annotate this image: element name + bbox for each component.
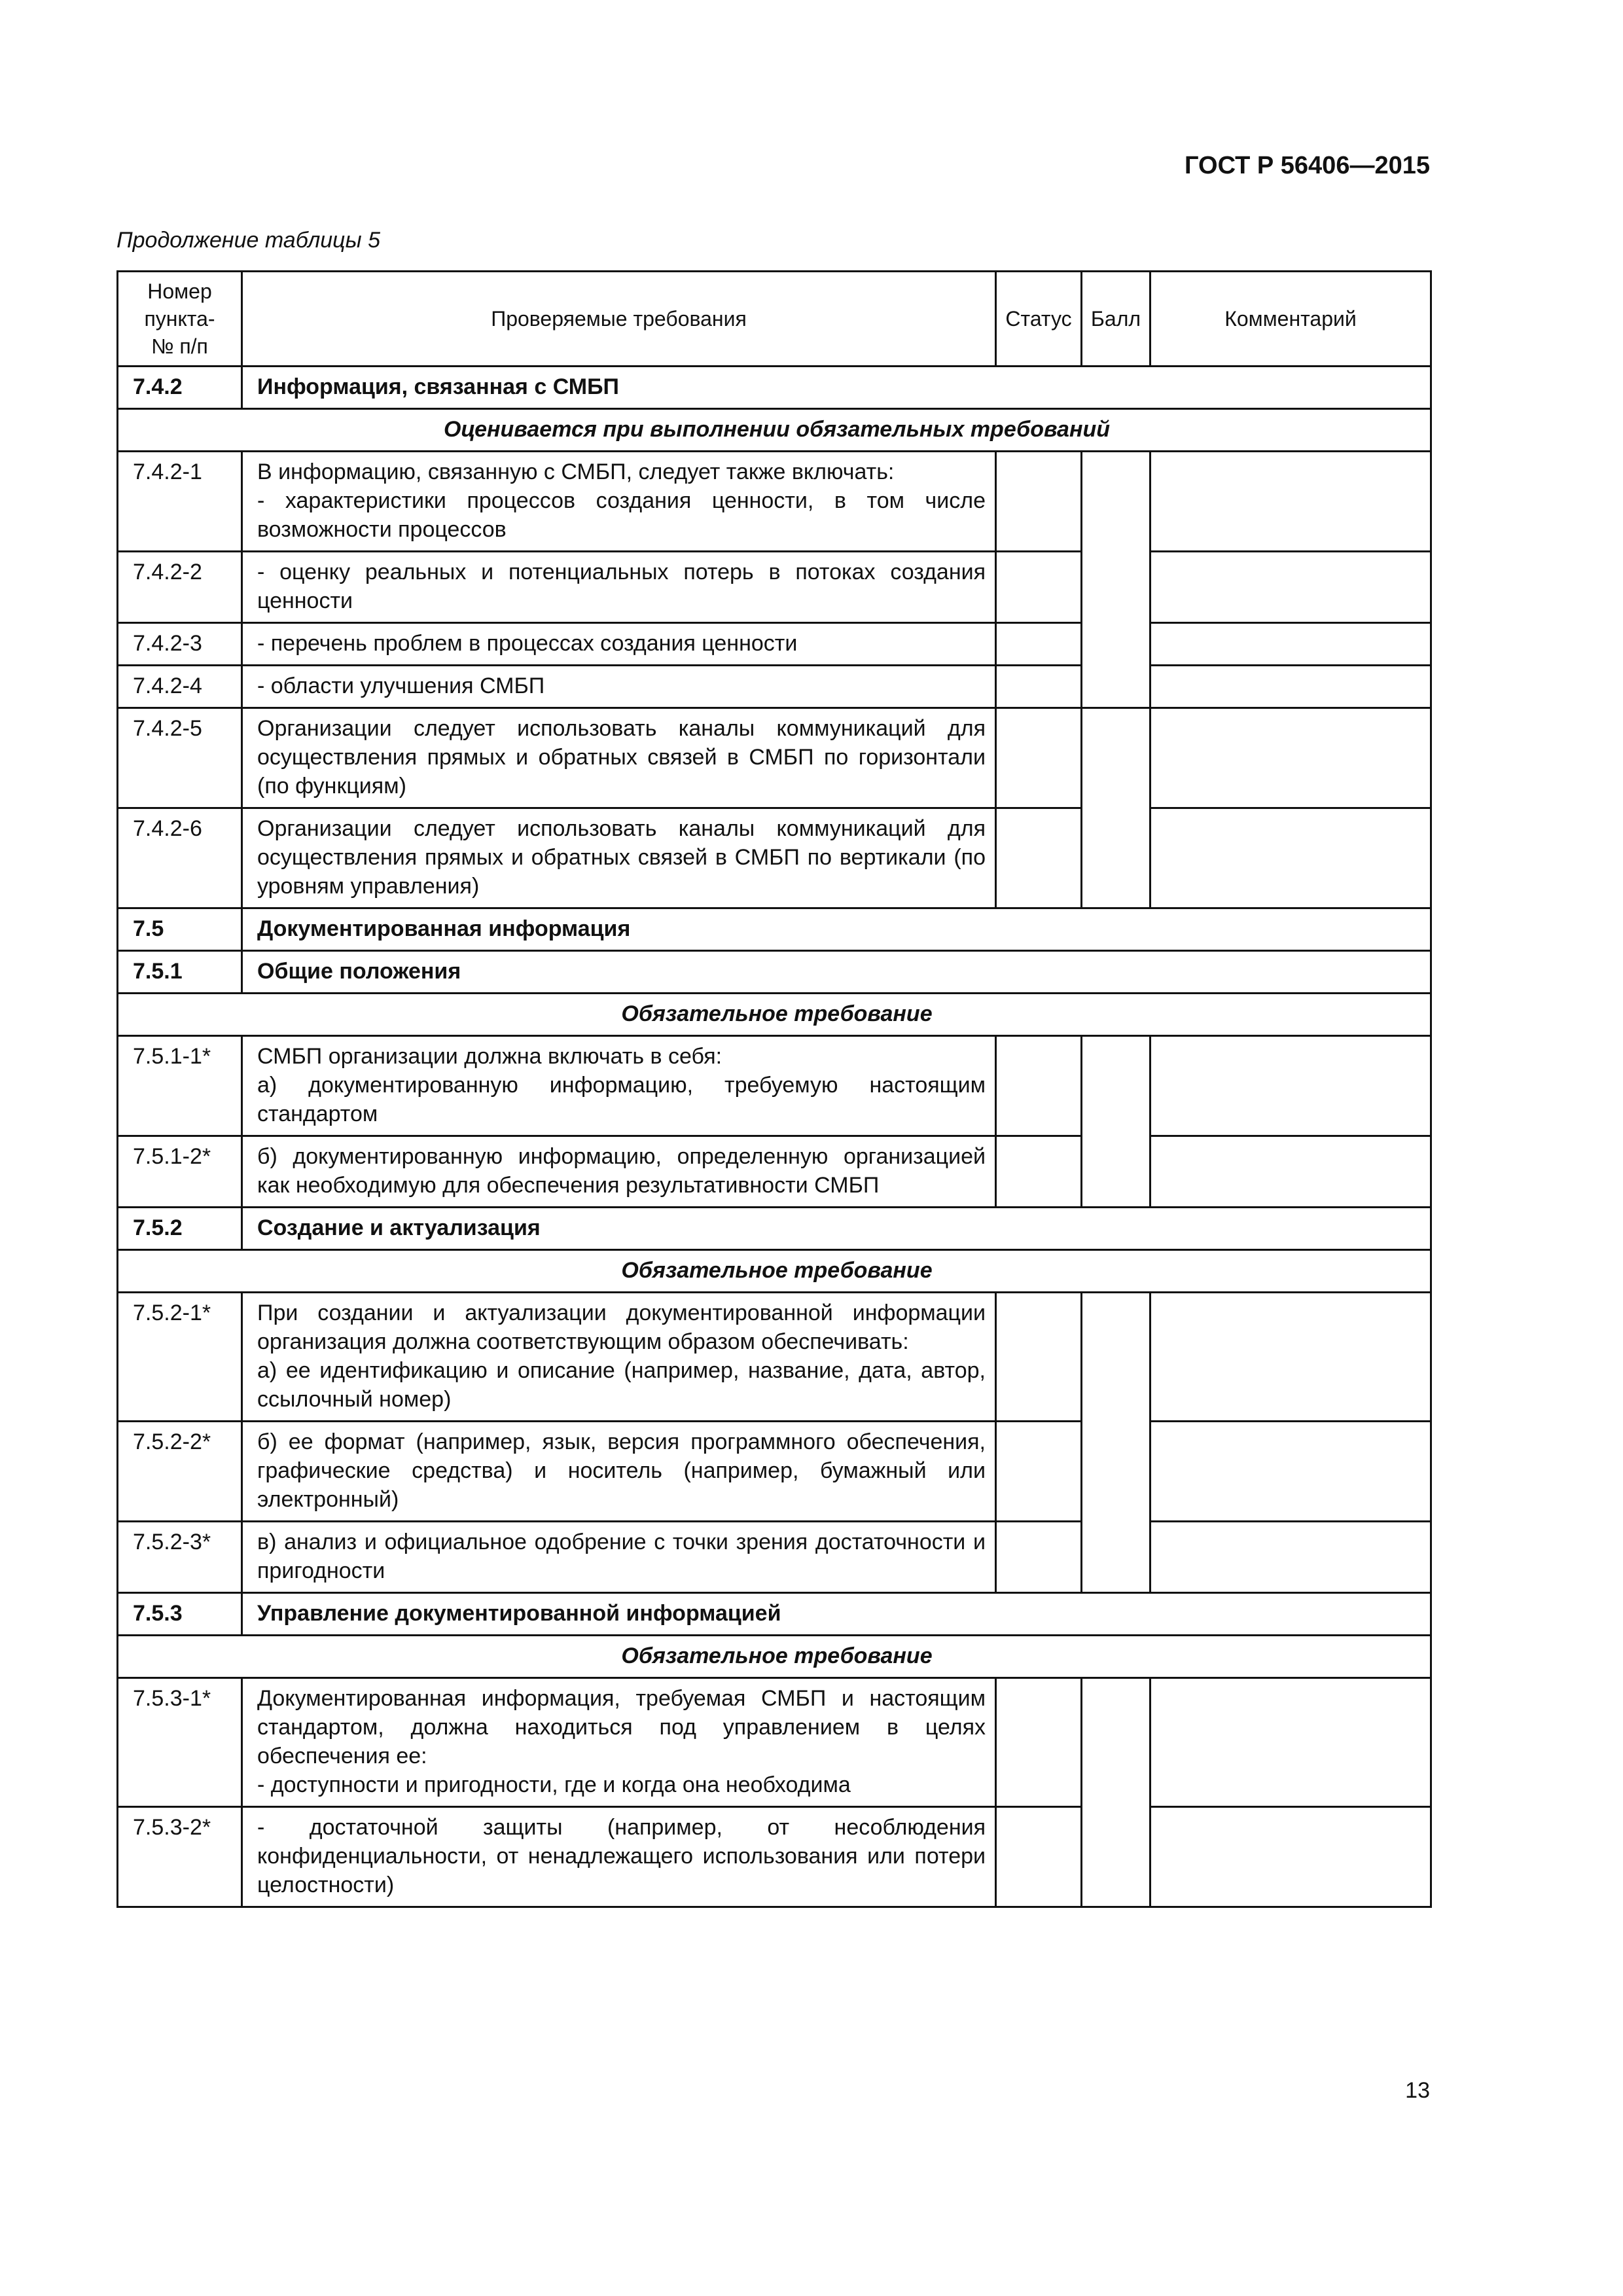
table-caption: Продолжение таблицы 5: [116, 228, 380, 253]
item-number: 7.5.3-1*: [118, 1678, 242, 1807]
item-text: б) документированную информацию, определенную организацией как необходимую для обеспечения результативности СМБП: [242, 1136, 996, 1208]
table-row: [118, 1422, 1431, 1522]
comment-cell[interactable]: [1150, 708, 1431, 808]
table-row: [118, 1036, 1431, 1136]
status-cell[interactable]: [996, 666, 1082, 708]
score-cell[interactable]: [1082, 1678, 1150, 1907]
table-row: [118, 808, 1431, 908]
column-header-requirements: Проверяемые требования: [242, 272, 996, 367]
status-cell[interactable]: [996, 623, 1082, 666]
comment-cell[interactable]: [1150, 1422, 1431, 1522]
section-title: Информация, связанная с СМБП: [242, 367, 1431, 409]
comment-cell[interactable]: [1150, 666, 1431, 708]
section-number: 7.4.2: [118, 367, 242, 409]
score-cell[interactable]: [1082, 1293, 1150, 1593]
column-header-comment: Комментарий: [1150, 272, 1431, 367]
requirement-band-row: [118, 409, 1431, 452]
column-header-score: Балл: [1082, 272, 1150, 367]
comment-cell[interactable]: [1150, 1678, 1431, 1807]
comment-cell[interactable]: [1150, 1036, 1431, 1136]
requirement-band: Обязательное требование: [118, 1636, 1431, 1678]
section-title: Документированная информация: [242, 908, 1431, 951]
status-cell[interactable]: [996, 1422, 1082, 1522]
item-text: СМБП организации должна включать в себя: а) документированную информацию, требуемую настоящим стандартом: [242, 1036, 996, 1136]
score-cell[interactable]: [1082, 1036, 1150, 1208]
status-cell[interactable]: [996, 1678, 1082, 1807]
column-header-status: Статус: [996, 272, 1082, 367]
item-text: Организации следует использовать каналы коммуникаций для осуществления прямых и обратных связей в СМБП по горизонтали (по функциям): [242, 708, 996, 808]
status-cell[interactable]: [996, 1807, 1082, 1907]
table-row: [118, 552, 1431, 623]
status-cell[interactable]: [996, 452, 1082, 552]
comment-cell[interactable]: [1150, 1293, 1431, 1422]
item-number: 7.4.2-6: [118, 808, 242, 908]
requirement-band-row: [118, 1636, 1431, 1678]
item-number: 7.5.2-2*: [118, 1422, 242, 1522]
section-number: 7.5.1: [118, 951, 242, 994]
item-text: б) ее формат (например, язык, версия программного обеспечения, графические средства) и носитель (например, бумажный или электронный): [242, 1422, 996, 1522]
requirement-band: Обязательное требование: [118, 1250, 1431, 1293]
table-row: [118, 1522, 1431, 1593]
item-text: Документированная информация, требуемая СМБП и настоящим стандартом, должна находиться под управлением в целях обеспечения ее: - доступности и пригодности, где и когда она необходима: [242, 1678, 996, 1807]
item-text: При создании и актуализации документированной информации организация должна соответствующим образом обеспечивать: а) ее идентификацию и описание (например, название, дата, автор, ссылочный номер): [242, 1293, 996, 1422]
table-row: [118, 452, 1431, 552]
status-cell[interactable]: [996, 708, 1082, 808]
item-text: - оценку реальных и потенциальных потерь в потоках создания ценности: [242, 552, 996, 623]
table-row: [118, 708, 1431, 808]
section-row: [118, 1208, 1431, 1250]
table-row: [118, 1293, 1431, 1422]
score-cell[interactable]: [1082, 452, 1150, 708]
section-number: 7.5.2: [118, 1208, 242, 1250]
standard-code: ГОСТ Р 56406—2015: [1185, 152, 1430, 179]
requirement-band-row: [118, 994, 1431, 1036]
item-number: 7.4.2-3: [118, 623, 242, 666]
status-cell[interactable]: [996, 808, 1082, 908]
section-title: Создание и актуализация: [242, 1208, 1431, 1250]
comment-cell[interactable]: [1150, 1136, 1431, 1208]
item-number: 7.5.2-3*: [118, 1522, 242, 1593]
comment-cell[interactable]: [1150, 1807, 1431, 1907]
status-cell[interactable]: [996, 1136, 1082, 1208]
column-header-number-line: Номер: [147, 279, 212, 303]
table-row: [118, 1678, 1431, 1807]
table-row: [118, 1136, 1431, 1208]
item-text: В информацию, связанную с СМБП, следует также включать: - характеристики процессов создания ценности, в том числе возможности процессов: [242, 452, 996, 552]
table-row: [118, 623, 1431, 666]
item-text: в) анализ и официальное одобрение с точки зрения достаточности и пригодности: [242, 1522, 996, 1593]
section-title: Управление документированной информацией: [242, 1593, 1431, 1636]
item-text: - области улучшения СМБП: [242, 666, 996, 708]
requirement-band-row: [118, 1250, 1431, 1293]
item-text: Организации следует использовать каналы коммуникаций для осуществления прямых и обратных связей в СМБП по вертикали (по уровням управления): [242, 808, 996, 908]
requirements-table: [116, 270, 1432, 1908]
status-cell[interactable]: [996, 552, 1082, 623]
item-number: 7.5.1-1*: [118, 1036, 242, 1136]
status-cell[interactable]: [996, 1036, 1082, 1136]
comment-cell[interactable]: [1150, 1522, 1431, 1593]
table-row: [118, 666, 1431, 708]
item-text: - перечень проблем в процессах создания ценности: [242, 623, 996, 666]
section-row: [118, 951, 1431, 994]
item-number: 7.5.1-2*: [118, 1136, 242, 1208]
table-row: [118, 1807, 1431, 1907]
comment-cell[interactable]: [1150, 808, 1431, 908]
column-header-number-line: № п/п: [151, 334, 208, 358]
section-number: 7.5: [118, 908, 242, 951]
column-header-number-line: пункта-: [144, 307, 215, 331]
item-number: 7.4.2-2: [118, 552, 242, 623]
item-number: 7.4.2-1: [118, 452, 242, 552]
comment-cell[interactable]: [1150, 552, 1431, 623]
page-number: 13: [1405, 2078, 1430, 2103]
comment-cell[interactable]: [1150, 623, 1431, 666]
status-cell[interactable]: [996, 1522, 1082, 1593]
section-row: [118, 367, 1431, 409]
item-text: - достаточной защиты (например, от несоблюдения конфиденциальности, от ненадлежащего использования или потери целостности): [242, 1807, 996, 1907]
column-header-number: [118, 272, 242, 367]
item-number: 7.5.2-1*: [118, 1293, 242, 1422]
section-number: 7.5.3: [118, 1593, 242, 1636]
item-number: 7.4.2-4: [118, 666, 242, 708]
item-number: 7.5.3-2*: [118, 1807, 242, 1907]
table-header-row: [118, 272, 1431, 367]
status-cell[interactable]: [996, 1293, 1082, 1422]
comment-cell[interactable]: [1150, 452, 1431, 552]
section-row: [118, 1593, 1431, 1636]
score-cell[interactable]: [1082, 708, 1150, 908]
requirement-band: Оценивается при выполнении обязательных требований: [118, 409, 1431, 452]
section-title: Общие положения: [242, 951, 1431, 994]
section-row: [118, 908, 1431, 951]
requirement-band: Обязательное требование: [118, 994, 1431, 1036]
item-number: 7.4.2-5: [118, 708, 242, 808]
